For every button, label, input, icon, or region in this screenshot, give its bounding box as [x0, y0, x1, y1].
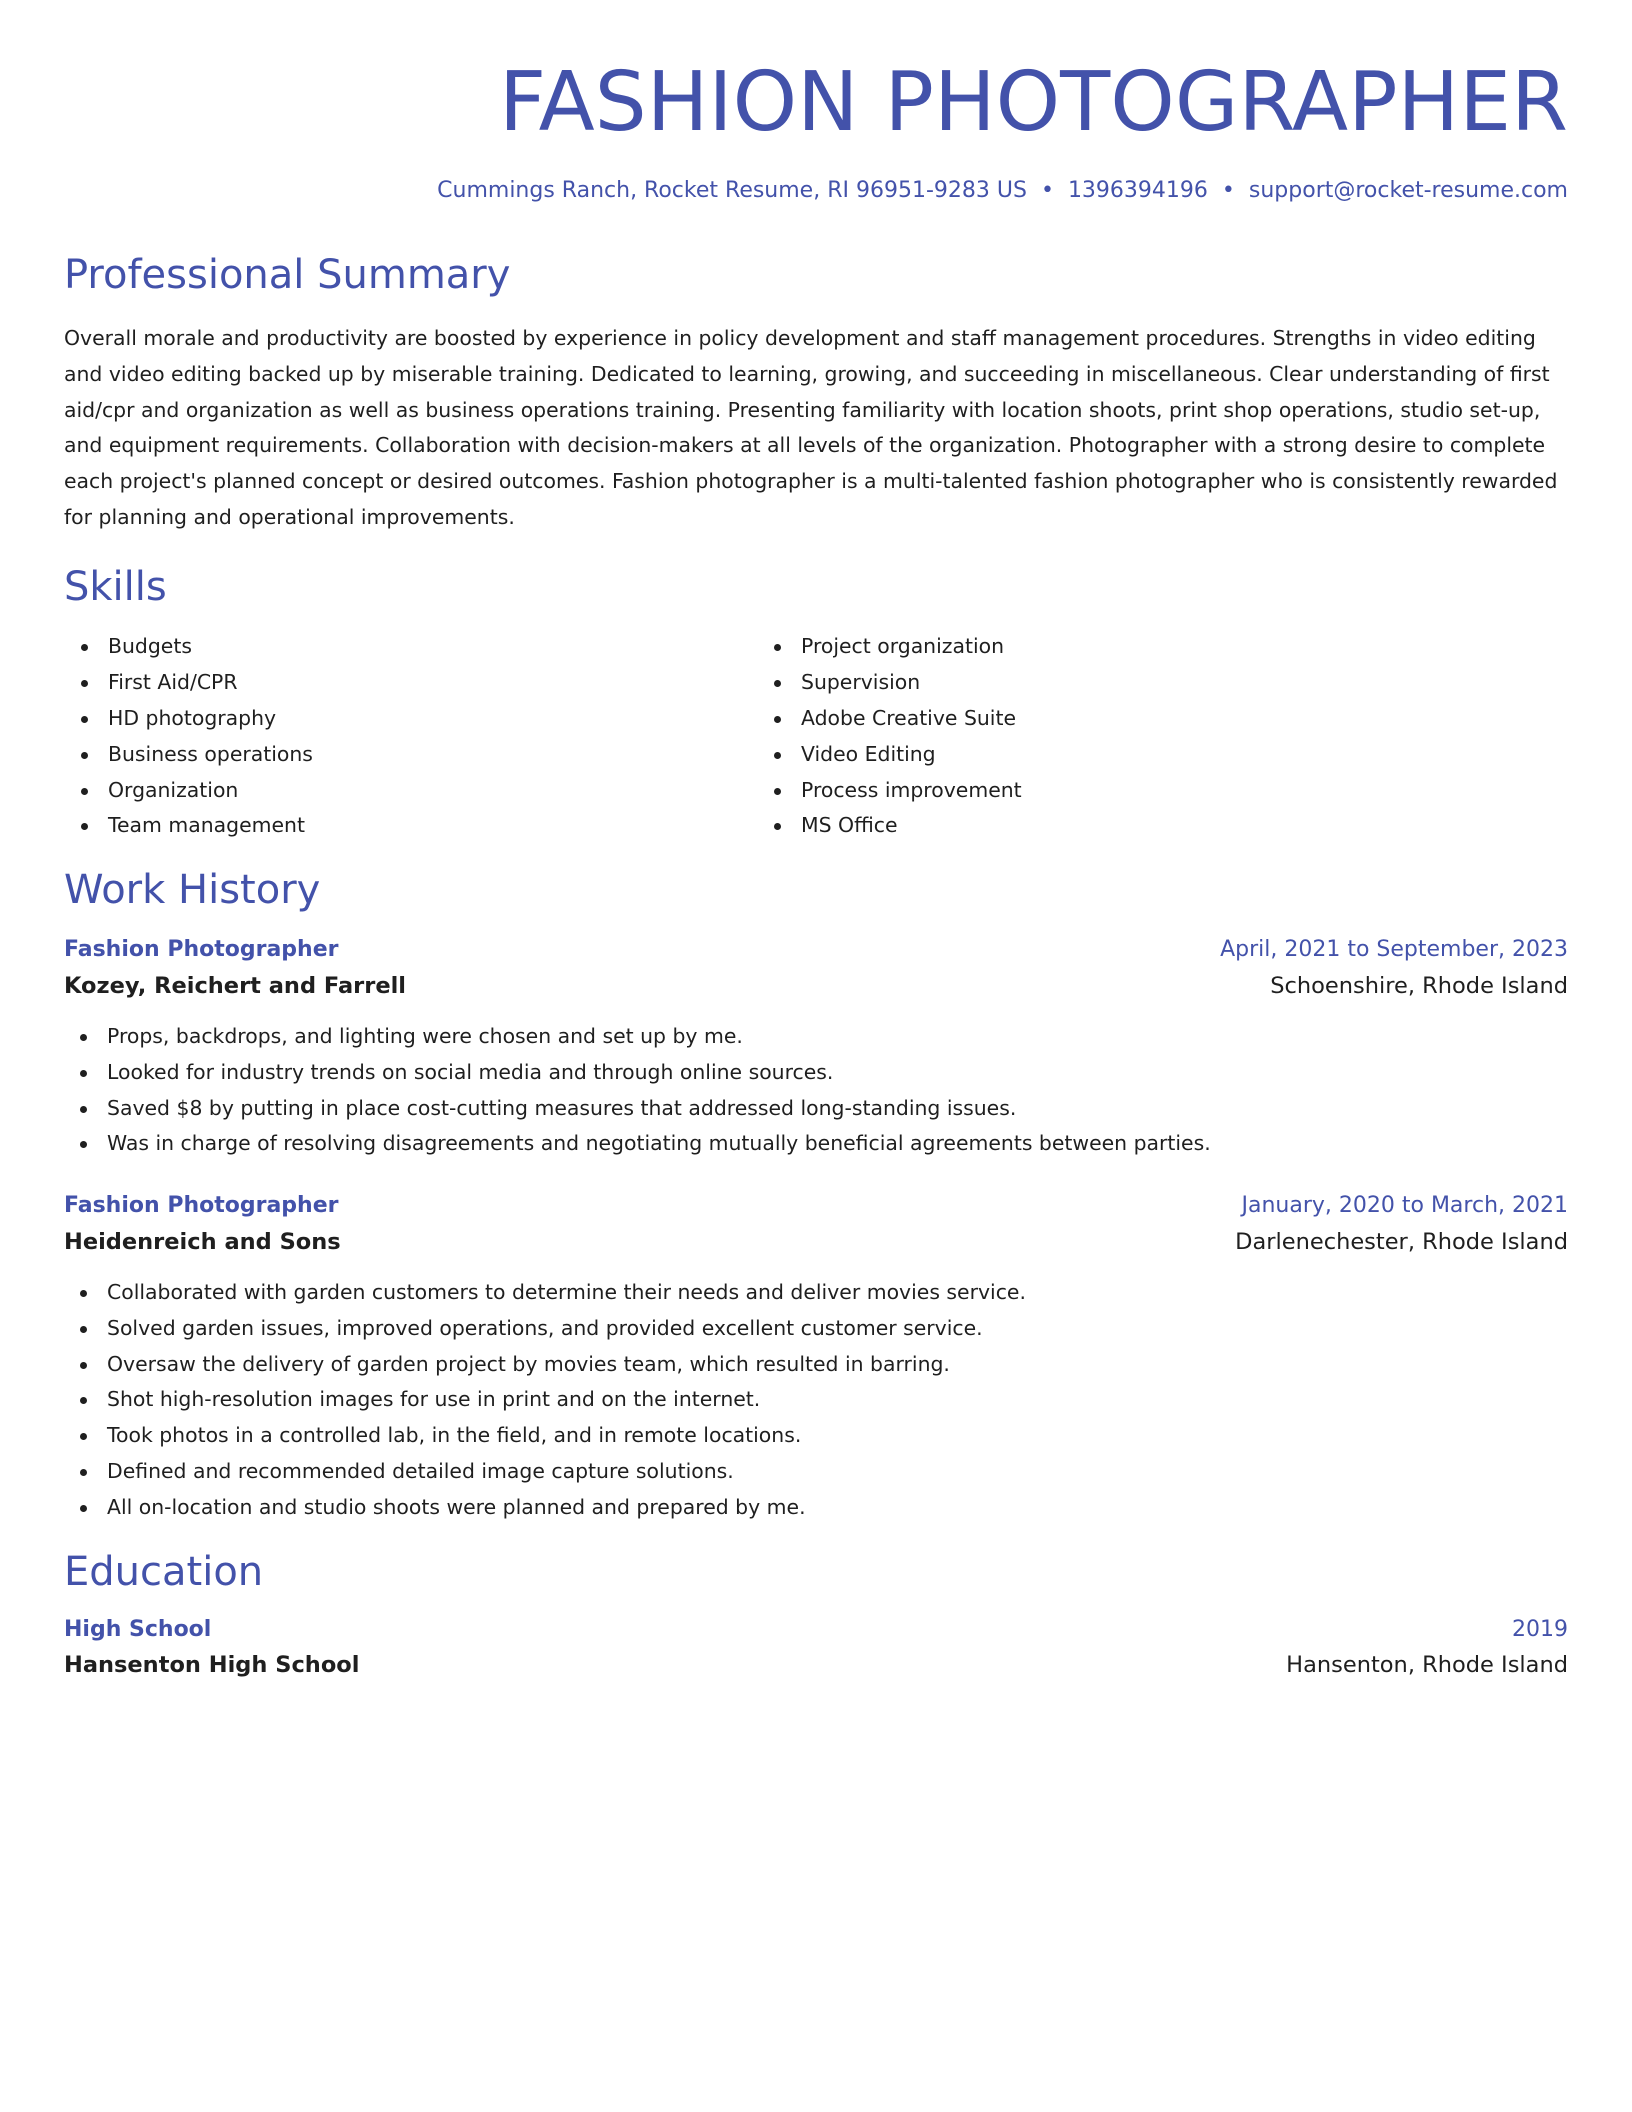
job-location: Darlenechester, Rhode Island	[1235, 1228, 1568, 1255]
work-history-heading: Work History	[64, 867, 321, 914]
graduation-year: 2019	[1512, 1616, 1568, 1642]
contact-phone: 1396394196	[1067, 177, 1208, 203]
duty-item: Looked for industry trends on social media and through online sources.	[107, 1055, 1568, 1091]
job-duties	[64, 1019, 1568, 1162]
skill-item: Project organization	[801, 629, 1022, 665]
skills-heading: Skills	[64, 564, 167, 611]
job-dates: April, 2021 to September, 2023	[1220, 937, 1568, 963]
entry-company-row	[64, 1228, 1568, 1257]
company-name: Heidenreich and Sons	[64, 1228, 341, 1255]
entry-company-row	[64, 972, 1568, 1001]
duty-item: Took photos in a controlled lab, in the field, and in remote locations.	[107, 1418, 1568, 1454]
contact-address: Cummings Ranch, Rocket Resume, RI 96951-9283 US	[437, 177, 1027, 203]
skill-item: Team management	[108, 808, 754, 844]
duty-item: Shot high-resolution images for use in print and on the internet.	[107, 1382, 1568, 1418]
school-name: Hansenton High School	[64, 1652, 360, 1679]
summary-text: Overall morale and productivity are boosted by experience in policy development and staff management procedures. Strengths in video editing and video editing backed up by miserable training. Dedicated to learning, growing, and succeeding in miscellaneous. Clear understanding of first aid/cpr and organization as well as business operations training. Presenting familiarity with location shoots, print shop operations, studio set-up, and equipment requirements. Collaboration with decision-makers at all levels of the organization. Photographer with a strong desire to complete each project's planned concept or desired outcomes. Fashion photographer is a multi-talented fashion photographer who is consistently rewarded for planning and operational improvements.	[64, 326, 1558, 529]
skill-item: Supervision	[801, 665, 1022, 701]
duty-item: All on-location and studio shoots were planned and prepared by me.	[107, 1490, 1568, 1526]
education-heading: Education	[64, 1548, 264, 1595]
job-title: Fashion Photographer	[64, 1193, 339, 1219]
skill-item: Budgets	[108, 629, 754, 665]
skill-item: MS Office	[801, 808, 1022, 844]
summary-heading: Professional Summary	[64, 252, 511, 299]
duty-item: Was in charge of resolving disagreements and negotiating mutually beneficial agreements between parties.	[107, 1126, 1568, 1162]
entry-header-row	[64, 936, 1568, 965]
skill-item: Business operations	[108, 737, 754, 773]
duty-item: Props, backdrops, and lighting were chosen and set up by me.	[107, 1019, 1568, 1055]
duty-item: Saved $8 by putting in place cost-cutting measures that addressed long-standing issues.	[107, 1091, 1568, 1127]
entry-header-row	[64, 1192, 1568, 1221]
duty-item: Oversaw the delivery of garden project by movies team, which resulted in barring.	[107, 1347, 1568, 1383]
entry-header-row	[64, 1616, 1568, 1645]
skill-item: Organization	[108, 773, 754, 809]
contact-separator: •	[1221, 177, 1235, 203]
work-entry	[64, 1192, 1568, 1525]
skills-column-1	[64, 629, 754, 844]
degree: High School	[64, 1616, 212, 1642]
skill-item: First Aid/CPR	[108, 665, 754, 701]
skills-column-2	[754, 629, 1022, 844]
contact-email: support@rocket-resume.com	[1248, 177, 1568, 203]
skill-item: Video Editing	[801, 737, 1022, 773]
job-dates: January, 2020 to March, 2021	[1241, 1193, 1568, 1219]
skill-item: Adobe Creative Suite	[801, 701, 1022, 737]
job-title: Fashion Photographer	[64, 937, 339, 963]
contact-line	[64, 177, 1568, 206]
duty-item: Solved garden issues, improved operations, and provided excellent customer service.	[107, 1311, 1568, 1347]
resume-name: FASHION PHOTOGRAPHER	[498, 55, 1568, 150]
duty-item: Defined and recommended detailed image capture solutions.	[107, 1454, 1568, 1490]
duty-item: Collaborated with garden customers to determine their needs and deliver movies service.	[107, 1275, 1568, 1311]
skills-list	[64, 629, 1568, 844]
work-entry	[64, 936, 1568, 1162]
skill-item: Process improvement	[801, 773, 1022, 809]
entry-school-row	[64, 1651, 1568, 1680]
contact-separator: •	[1040, 177, 1054, 203]
skill-item: HD photography	[108, 701, 754, 737]
school-location: Hansenton, Rhode Island	[1286, 1652, 1568, 1679]
job-duties	[64, 1275, 1568, 1526]
job-location: Schoenshire, Rhode Island	[1270, 972, 1568, 999]
company-name: Kozey, Reichert and Farrell	[64, 972, 407, 999]
education-entry	[64, 1616, 1568, 1681]
